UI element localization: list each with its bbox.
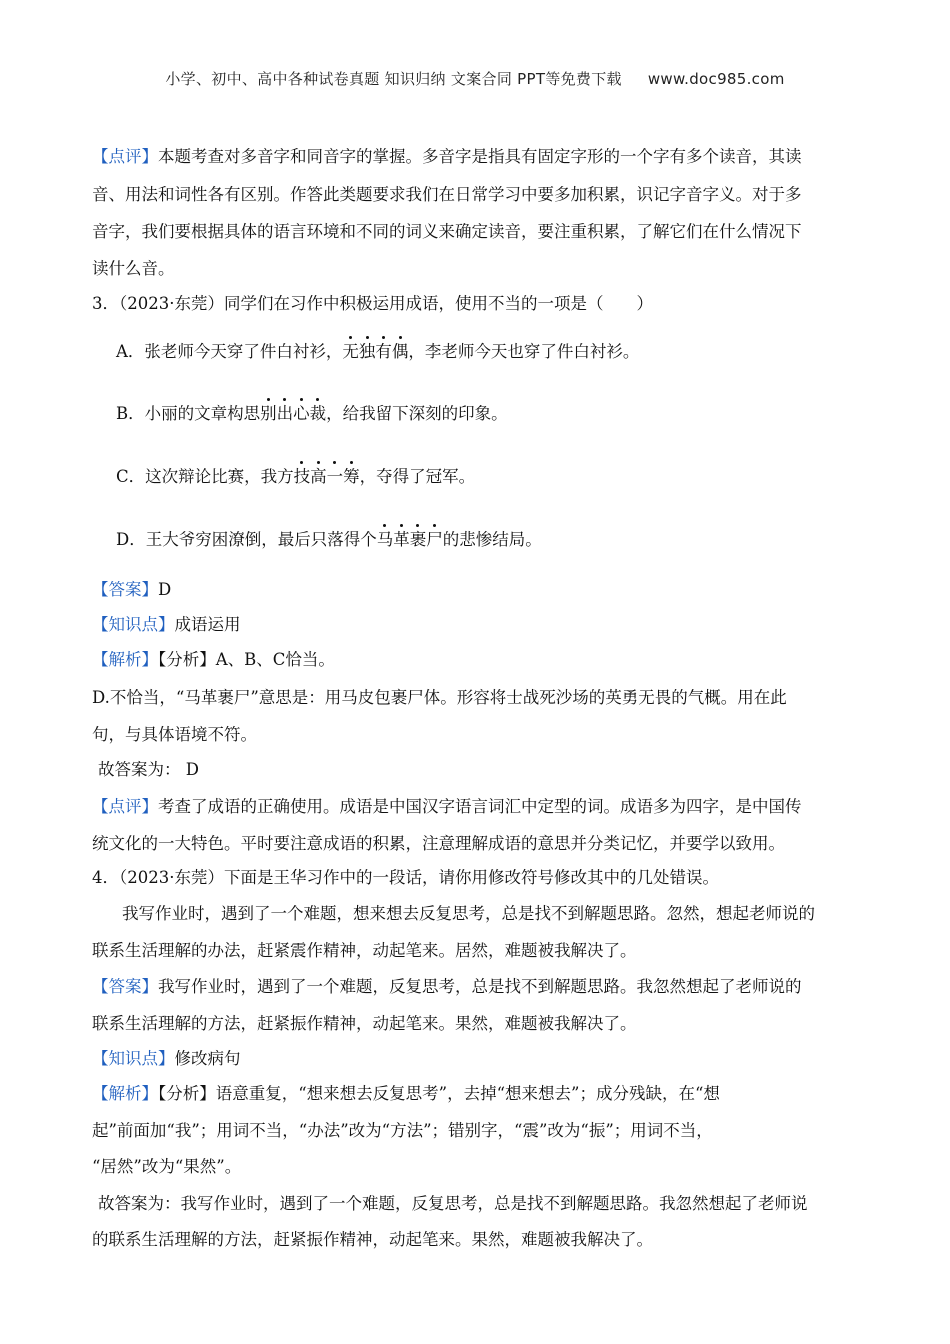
q3-knowledge-point: 【知识点】成语运用 [92,615,241,634]
option-b-idiom: 别出心裁 [260,404,327,423]
option-c-idiom: 技高一筹 [293,467,360,486]
comment-tag: 【点评】 [92,147,158,166]
q4-answer-line-1: 【答案】我写作业时，遇到了一个难题，反复思考，总是找不到解题思路。我忽然想起了老师说的 [92,977,802,996]
page-header [0,68,950,89]
option-d-idiom: 马革裹尸 [376,530,443,549]
q4-stem: 4．（2023·东莞）下面是王华习作中的一段话，请你用修改符号修改其中的几处错误。 [92,868,719,887]
q4-analysis-line-2: 起”前面加“我”；用词不当，“办法”改为“方法”；错别字，“震”改为“振”；用词不当， [92,1121,713,1140]
q2-comment-line-1: 【点评】本题考查对多音字和同音字的掌握。多音字是指具有固定字形的一个字有多个读音，其读 [92,147,802,166]
q3-analysis-line-1: 【解析】【分析】A、B、C恰当。 [92,650,335,669]
q3-analysis-line-4: 故答案为： D [98,760,199,779]
q4-analysis-line-3: “居然”改为“果然”。 [92,1157,242,1176]
header-text: 小学、初中、高中各种试卷真题 知识归纳 文案合同 PPT等免费下载 [165,70,622,88]
q3-option-b: B．小丽的文章构思别出心裁，给我留下深刻的印象。 [116,404,508,423]
q4-analysis-line-5: 的联系生活理解的方法，赶紧振作精神，动起笔来。果然，难题被我解决了。 [92,1230,653,1249]
q2-comment-line-2: 音、用法和词性各有区别。作答此类题要求我们在日常学习中要多加积累，识记字音字义。对于多 [92,185,802,204]
option-a-idiom: 无独有偶 [342,342,409,361]
q4-answer-line-2: 联系生活理解的方法，赶紧振作精神，动起笔来。果然，难题被我解决了。 [92,1014,637,1033]
q3-comment-line-2: 统文化的一大特色。平时要注意成语的积累，注意理解成语的意思并分类记忆，并要学以致用。 [92,834,785,853]
q2-comment-line-4: 读什么音。 [92,259,175,278]
q3-answer: 【答案】D [92,580,172,599]
header-url: www.doc985.com [647,70,785,88]
q3-option-a: A．张老师今天穿了件白衬衫，无独有偶，李老师今天也穿了件白衬衫。 [116,342,640,361]
q2-comment-line-3: 音字，我们要根据具体的语言环境和不同的词义来确定读音，要注重积累，了解它们在什么情况下 [92,222,802,241]
q4-passage-line-2: 联系生活理解的办法，赶紧震作精神，动起笔来。居然，难题被我解决了。 [92,941,637,960]
q4-analysis-line-1: 【解析】【分析】语意重复，“想来想去反复思考”，去掉“想来想去”；成分残缺，在“想 [92,1084,720,1103]
q4-passage-line-1: 我写作业时，遇到了一个难题，想来想去反复思考，总是找不到解题思路。忽然，想起老师说的 [122,904,815,923]
q4-knowledge-point: 【知识点】修改病句 [92,1049,241,1068]
q4-analysis-line-4: 故答案为：我写作业时，遇到了一个难题，反复思考，总是找不到解题思路。我忽然想起了老师说 [98,1194,808,1213]
q3-option-c: C．这次辩论比赛，我方技高一筹，夺得了冠军。 [116,467,476,486]
q3-analysis-line-3: 句，与具体语境不符。 [92,725,257,744]
q3-stem: 3．（2023·东莞）同学们在习作中积极运用成语，使用不当的一项是（ ） [92,294,653,313]
q3-option-d: D．王大爷穷困潦倒，最后只落得个马革裹尸的悲惨结局。 [116,530,542,549]
q3-comment-line-1: 【点评】考查了成语的正确使用。成语是中国汉字语言词汇中定型的词。成语多为四字，是中国传 [92,797,802,816]
q3-analysis-line-2: D.不恰当，“马革裹尸”意思是：用马皮包裹尸体。形容将士战死沙场的英勇无畏的气概。用在此 [92,688,787,707]
